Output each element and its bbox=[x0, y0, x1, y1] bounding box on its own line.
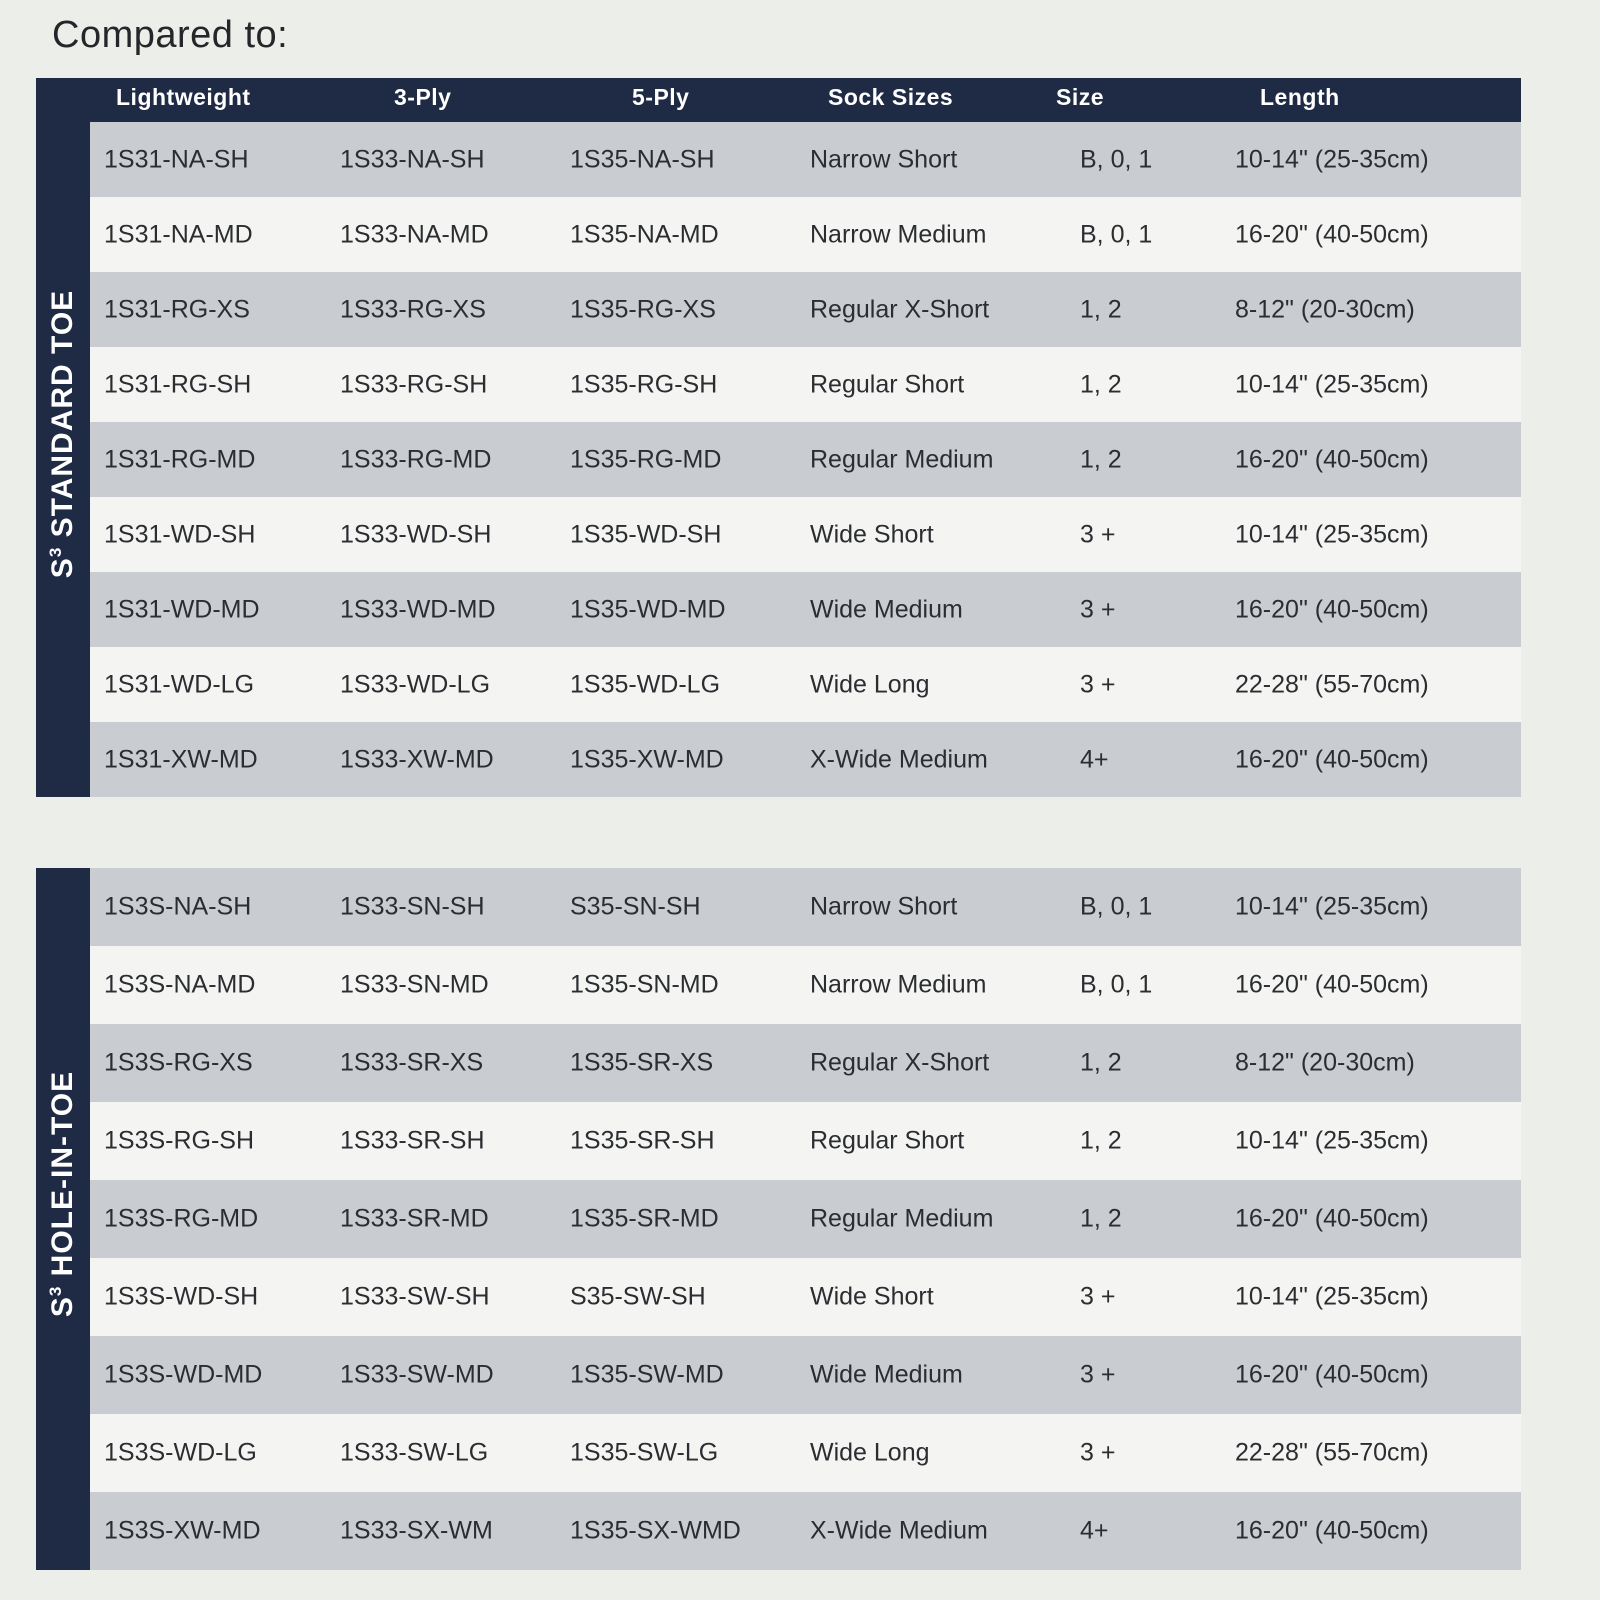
cell-sock-size-name: Regular Medium bbox=[810, 445, 994, 473]
cell-sock-size-name: Regular X-Short bbox=[810, 1048, 990, 1077]
cell-size-value: 1, 2 bbox=[1080, 1048, 1122, 1077]
column-header-lightweight: Lightweight bbox=[116, 84, 251, 110]
hole-in-toe-section bbox=[36, 868, 1521, 1570]
cell-3-ply-code: 1S33-SN-SH bbox=[340, 892, 485, 921]
column-header-sock-sizes: Sock Sizes bbox=[828, 84, 954, 110]
cell-sock-size-name: Wide Short bbox=[810, 1282, 934, 1311]
cell-5-ply-code: 1S35-XW-MD bbox=[570, 745, 724, 773]
table-row bbox=[90, 647, 1521, 722]
cell-size-value: 1, 2 bbox=[1080, 445, 1122, 473]
table-row bbox=[90, 347, 1521, 422]
cell-5-ply-code: 1S35-SW-LG bbox=[570, 1438, 719, 1467]
cell-3-ply-code: 1S33-SR-XS bbox=[340, 1048, 484, 1077]
cell-5-ply-code: 1S35-SR-XS bbox=[570, 1048, 714, 1077]
cell-3-ply-code: 1S33-WD-LG bbox=[340, 670, 491, 698]
cell-5-ply-code: 1S35-SR-MD bbox=[570, 1204, 719, 1233]
cell-3-ply-code: 1S33-SW-MD bbox=[340, 1360, 494, 1389]
cell-lightweight-code: 1S31-NA-MD bbox=[104, 220, 253, 248]
cell-sock-size-name: Regular Short bbox=[810, 370, 965, 398]
cell-lightweight-code: 1S3S-NA-MD bbox=[104, 970, 256, 999]
cell-size-value: 3 + bbox=[1080, 1282, 1116, 1311]
table-row bbox=[90, 946, 1521, 1024]
cell-lightweight-code: 1S31-NA-SH bbox=[104, 145, 249, 173]
cell-length-value: 16-20" (40-50cm) bbox=[1235, 1516, 1429, 1545]
cell-5-ply-code: S35-SW-SH bbox=[570, 1282, 706, 1311]
cell-lightweight-code: 1S3S-WD-LG bbox=[104, 1438, 257, 1467]
cell-lightweight-code: 1S3S-RG-MD bbox=[104, 1204, 259, 1233]
cell-sock-size-name: Narrow Medium bbox=[810, 220, 987, 248]
cell-5-ply-code: 1S35-SW-MD bbox=[570, 1360, 724, 1389]
cell-5-ply-code: 1S35-SX-WMD bbox=[570, 1516, 741, 1545]
cell-sock-size-name: Wide Long bbox=[810, 1438, 930, 1467]
standard-toe-section bbox=[36, 78, 1521, 797]
cell-size-value: B, 0, 1 bbox=[1080, 145, 1153, 173]
table-row bbox=[90, 422, 1521, 497]
cell-sock-size-name: Wide Medium bbox=[810, 595, 963, 623]
cell-lightweight-code: 1S31-XW-MD bbox=[104, 745, 258, 773]
table-row bbox=[90, 868, 1521, 946]
table-row bbox=[90, 1180, 1521, 1258]
cell-sock-size-name: Wide Medium bbox=[810, 1360, 963, 1389]
cell-sock-size-name: Narrow Short bbox=[810, 892, 958, 921]
cell-5-ply-code: 1S35-WD-LG bbox=[570, 670, 721, 698]
cell-size-value: 1, 2 bbox=[1080, 1204, 1122, 1233]
cell-size-value: 1, 2 bbox=[1080, 370, 1122, 398]
cell-lightweight-code: 1S31-RG-XS bbox=[104, 295, 250, 323]
cell-5-ply-code: 1S35-WD-MD bbox=[570, 595, 726, 623]
cell-size-value: 3 + bbox=[1080, 670, 1116, 698]
cell-5-ply-code: 1S35-NA-MD bbox=[570, 220, 719, 248]
cell-length-value: 10-14" (25-35cm) bbox=[1235, 1282, 1429, 1311]
cell-3-ply-code: 1S33-SX-WM bbox=[340, 1516, 493, 1545]
cell-5-ply-code: 1S35-RG-XS bbox=[570, 295, 716, 323]
cell-5-ply-code: S35-SN-SH bbox=[570, 892, 701, 921]
cell-size-value: 4+ bbox=[1080, 1516, 1109, 1545]
hole-in-toe-side-bar bbox=[36, 868, 90, 1570]
cell-size-value: B, 0, 1 bbox=[1080, 970, 1153, 999]
cell-sock-size-name: Regular X-Short bbox=[810, 295, 990, 323]
cell-3-ply-code: 1S33-SR-SH bbox=[340, 1126, 485, 1155]
hole-in-toe-label: $S^3$ HOLE-IN-TOE bbox=[46, 1070, 79, 1318]
cell-length-value: 16-20" (40-50cm) bbox=[1235, 1204, 1429, 1233]
cell-size-value: 1, 2 bbox=[1080, 1126, 1122, 1155]
table-row bbox=[90, 497, 1521, 572]
cell-lightweight-code: 1S3S-WD-SH bbox=[104, 1282, 259, 1311]
standard-toe-label: $S^3$ STANDARD TOE bbox=[46, 289, 79, 579]
cell-3-ply-code: 1S33-NA-SH bbox=[340, 145, 485, 173]
table-row bbox=[90, 197, 1521, 272]
cell-size-value: 3 + bbox=[1080, 520, 1116, 548]
cell-sock-size-name: X-Wide Medium bbox=[810, 745, 988, 773]
column-header-bar bbox=[36, 78, 1521, 122]
cell-size-value: 3 + bbox=[1080, 595, 1116, 623]
cell-sock-size-name: Narrow Medium bbox=[810, 970, 987, 999]
table-row bbox=[90, 722, 1521, 797]
cell-3-ply-code: 1S33-WD-SH bbox=[340, 520, 492, 548]
cell-sock-size-name: Wide Long bbox=[810, 670, 930, 698]
cell-size-value: 4+ bbox=[1080, 745, 1109, 773]
cell-length-value: 16-20" (40-50cm) bbox=[1235, 1360, 1429, 1389]
column-header-5-ply: 5-Ply bbox=[632, 84, 690, 110]
cell-lightweight-code: 1S31-WD-SH bbox=[104, 520, 256, 548]
cell-sock-size-name: Narrow Short bbox=[810, 145, 958, 173]
table-row bbox=[90, 1414, 1521, 1492]
cell-5-ply-code: 1S35-SR-SH bbox=[570, 1126, 715, 1155]
cell-length-value: 16-20" (40-50cm) bbox=[1235, 970, 1429, 999]
cell-lightweight-code: 1S3S-NA-SH bbox=[104, 892, 252, 921]
column-header-size: Size bbox=[1056, 84, 1105, 110]
cell-length-value: 22-28" (55-70cm) bbox=[1235, 1438, 1429, 1467]
cell-length-value: 16-20" (40-50cm) bbox=[1235, 595, 1429, 623]
cell-sock-size-name: Wide Short bbox=[810, 520, 934, 548]
cell-3-ply-code: 1S33-RG-SH bbox=[340, 370, 488, 398]
cell-lightweight-code: 1S31-WD-LG bbox=[104, 670, 255, 698]
table-row bbox=[90, 1102, 1521, 1180]
cell-3-ply-code: 1S33-SW-LG bbox=[340, 1438, 489, 1467]
cell-length-value: 8-12" (20-30cm) bbox=[1235, 295, 1415, 323]
cell-sock-size-name: X-Wide Medium bbox=[810, 1516, 988, 1545]
cell-length-value: 10-14" (25-35cm) bbox=[1235, 520, 1429, 548]
cell-sock-size-name: Regular Medium bbox=[810, 1204, 994, 1233]
cell-lightweight-code: 1S3S-WD-MD bbox=[104, 1360, 263, 1389]
cell-5-ply-code: 1S35-WD-SH bbox=[570, 520, 722, 548]
cell-lightweight-code: 1S31-RG-MD bbox=[104, 445, 256, 473]
cell-3-ply-code: 1S33-SN-MD bbox=[340, 970, 489, 999]
cell-3-ply-code: 1S33-SW-SH bbox=[340, 1282, 490, 1311]
cell-lightweight-code: 1S31-WD-MD bbox=[104, 595, 260, 623]
column-header-length: Length bbox=[1260, 84, 1340, 110]
cell-length-value: 10-14" (25-35cm) bbox=[1235, 370, 1429, 398]
cell-5-ply-code: 1S35-RG-MD bbox=[570, 445, 722, 473]
hole-in-toe-rows bbox=[90, 868, 1521, 1570]
cell-length-value: 10-14" (25-35cm) bbox=[1235, 892, 1429, 921]
cell-3-ply-code: 1S33-XW-MD bbox=[340, 745, 494, 773]
column-header-3-ply: 3-Ply bbox=[394, 84, 452, 110]
cell-length-value: 16-20" (40-50cm) bbox=[1235, 445, 1429, 473]
cell-length-value: 16-20" (40-50cm) bbox=[1235, 220, 1429, 248]
cell-lightweight-code: 1S3S-RG-SH bbox=[104, 1126, 255, 1155]
cell-size-value: 3 + bbox=[1080, 1438, 1116, 1467]
cell-size-value: 1, 2 bbox=[1080, 295, 1122, 323]
cell-lightweight-code: 1S3S-XW-MD bbox=[104, 1516, 261, 1545]
cell-3-ply-code: 1S33-SR-MD bbox=[340, 1204, 489, 1233]
cell-sock-size-name: Regular Short bbox=[810, 1126, 965, 1155]
cell-size-value: B, 0, 1 bbox=[1080, 220, 1153, 248]
table-row bbox=[90, 1336, 1521, 1414]
page-heading: Compared to: bbox=[52, 14, 289, 56]
table-row bbox=[90, 1492, 1521, 1570]
table-row bbox=[90, 1258, 1521, 1336]
cell-length-value: 10-14" (25-35cm) bbox=[1235, 145, 1429, 173]
table-row bbox=[90, 1024, 1521, 1102]
cell-3-ply-code: 1S33-WD-MD bbox=[340, 595, 496, 623]
cell-3-ply-code: 1S33-RG-XS bbox=[340, 295, 486, 323]
cell-lightweight-code: 1S3S-RG-XS bbox=[104, 1048, 253, 1077]
cell-length-value: 16-20" (40-50cm) bbox=[1235, 745, 1429, 773]
table-row bbox=[90, 272, 1521, 347]
standard-toe-rows bbox=[90, 122, 1521, 797]
cell-5-ply-code: 1S35-RG-SH bbox=[570, 370, 718, 398]
standard-toe-side-bar bbox=[36, 78, 90, 797]
cell-3-ply-code: 1S33-RG-MD bbox=[340, 445, 492, 473]
cell-lightweight-code: 1S31-RG-SH bbox=[104, 370, 252, 398]
cell-3-ply-code: 1S33-NA-MD bbox=[340, 220, 489, 248]
cell-5-ply-code: 1S35-SN-MD bbox=[570, 970, 719, 999]
cell-length-value: 8-12" (20-30cm) bbox=[1235, 1048, 1415, 1077]
table-row bbox=[90, 572, 1521, 647]
table-row bbox=[90, 122, 1521, 197]
cell-length-value: 22-28" (55-70cm) bbox=[1235, 670, 1429, 698]
cell-size-value: B, 0, 1 bbox=[1080, 892, 1153, 921]
cell-5-ply-code: 1S35-NA-SH bbox=[570, 145, 715, 173]
cell-length-value: 10-14" (25-35cm) bbox=[1235, 1126, 1429, 1155]
cell-size-value: 3 + bbox=[1080, 1360, 1116, 1389]
